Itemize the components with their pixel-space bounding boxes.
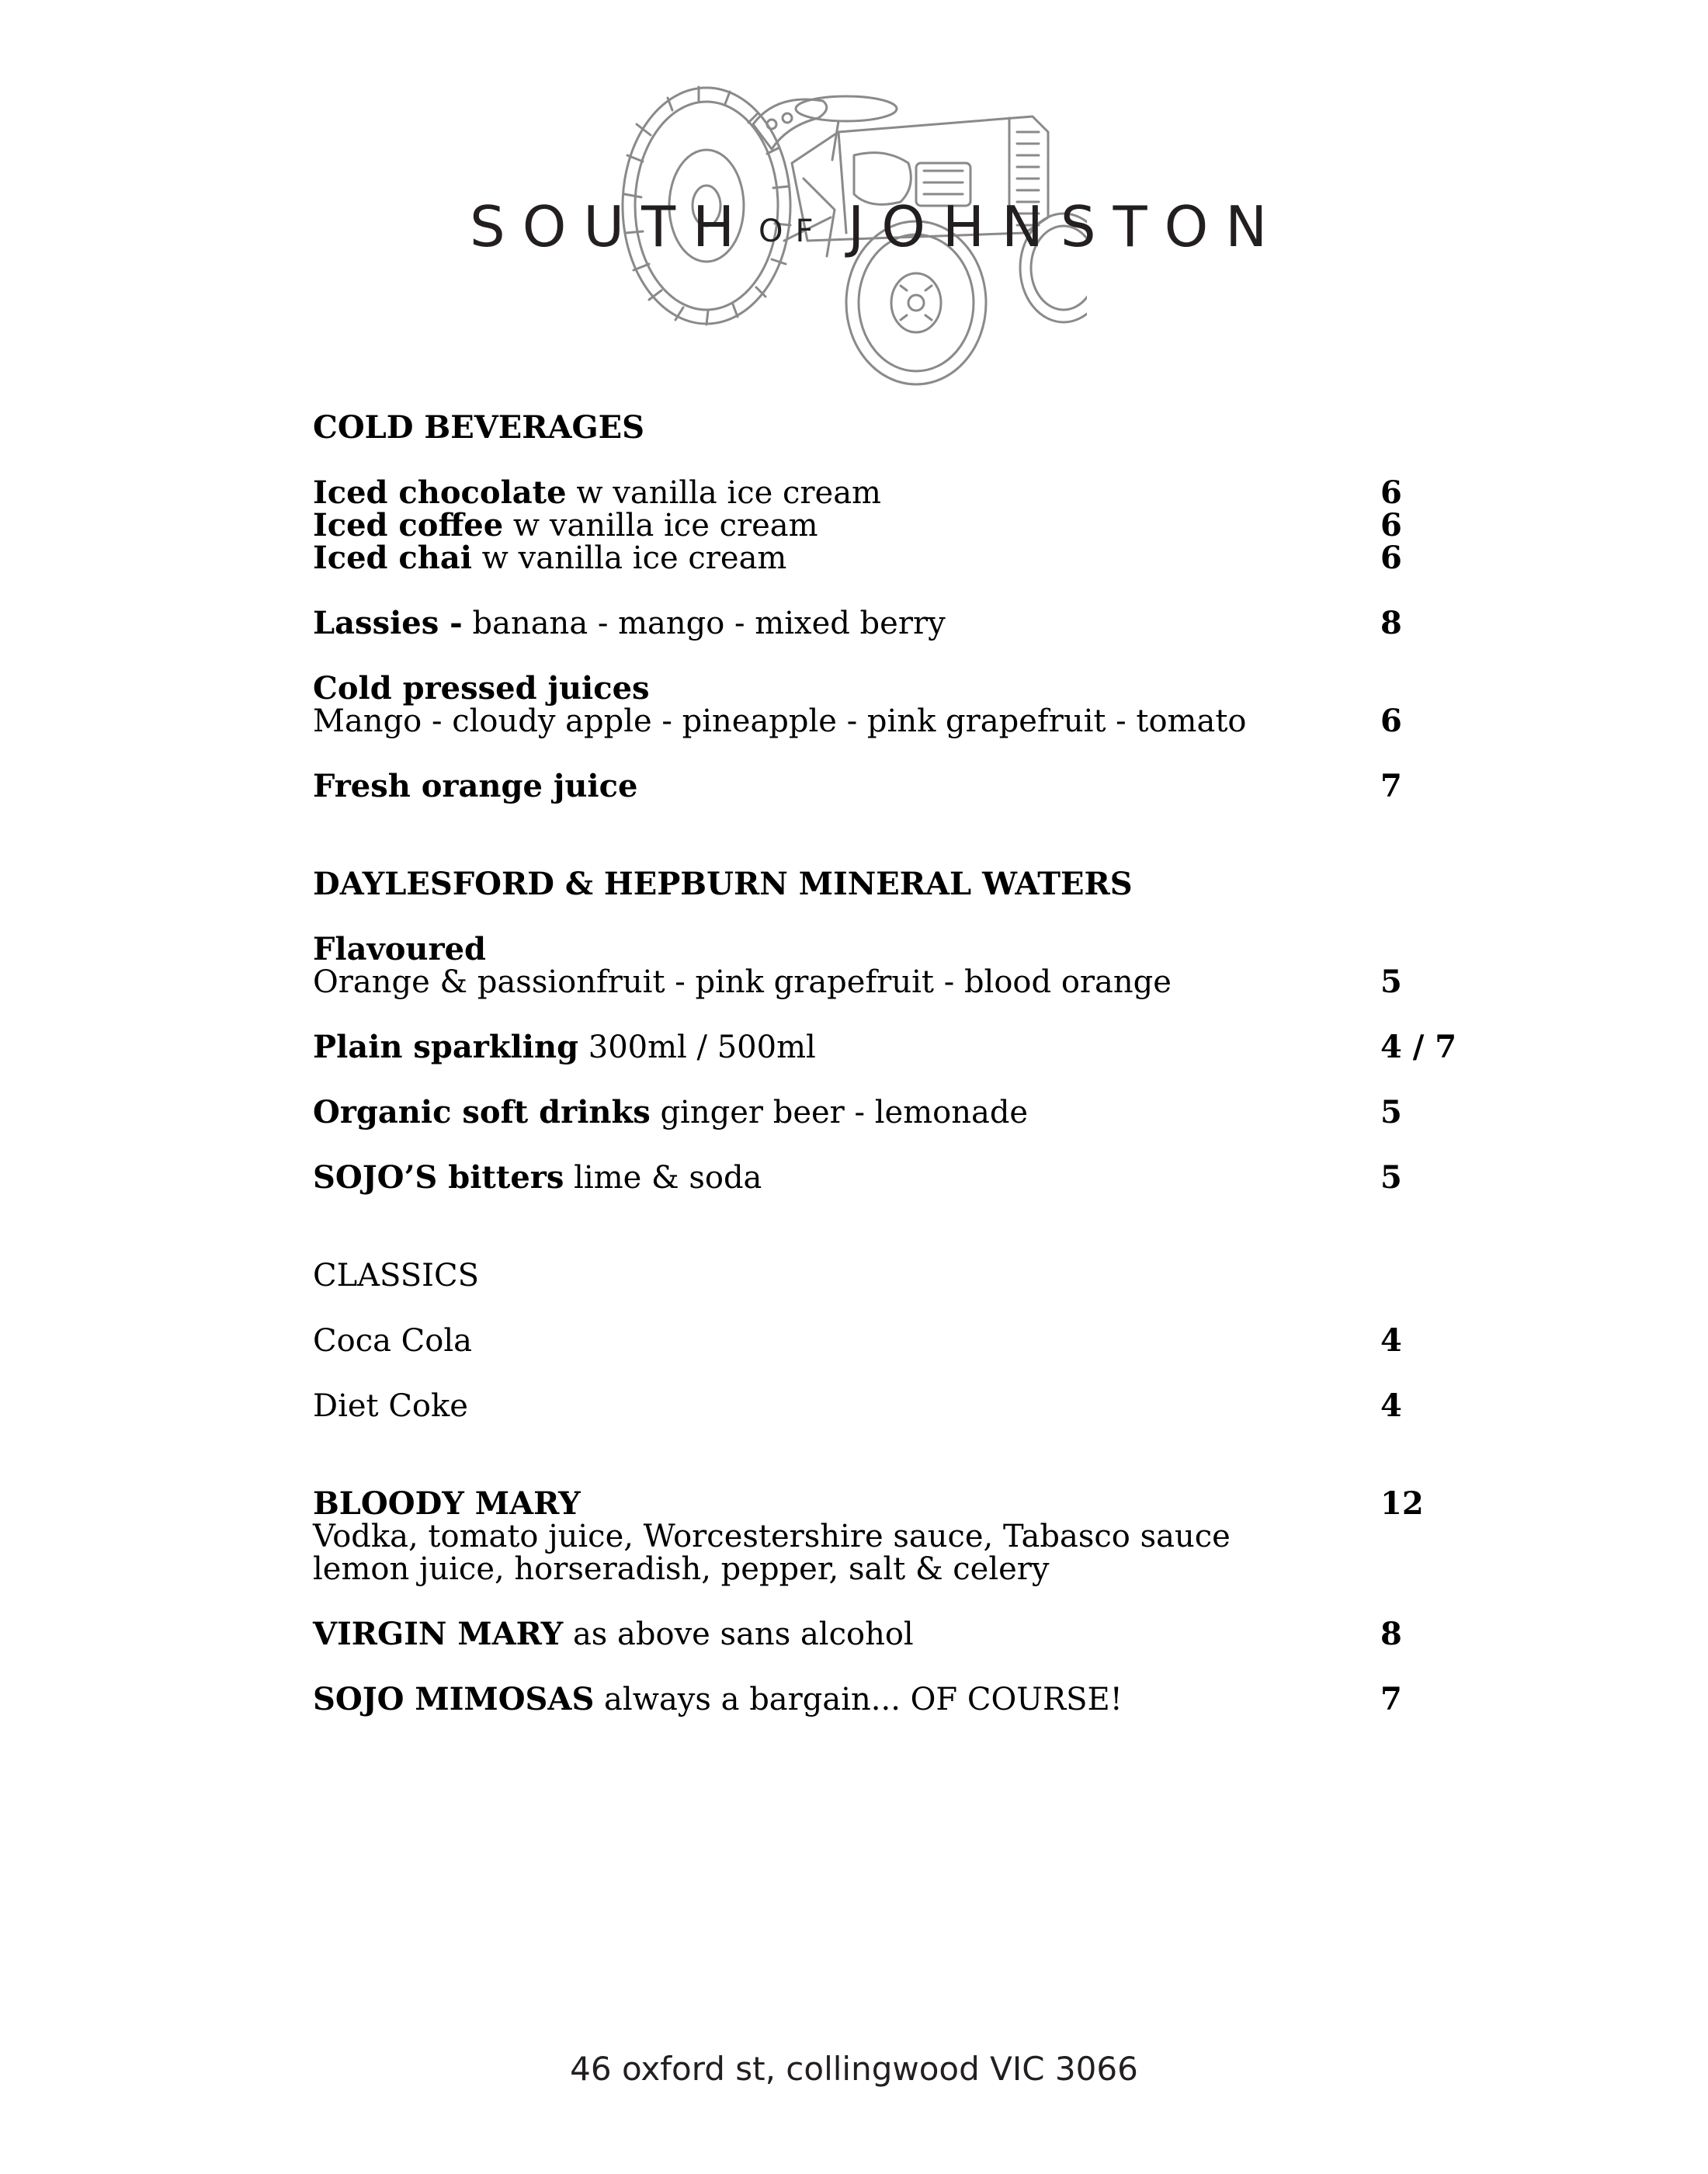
menu-item xyxy=(313,1322,1477,1359)
menu-item-detail xyxy=(313,966,1477,998)
menu-item xyxy=(313,474,1477,511)
section-heading-classics: CLASSICS xyxy=(313,1258,479,1294)
item-desc: Mango - cloudy apple - pineapple - pink grapefruit - tomato xyxy=(313,703,1247,739)
brand-word-south: SOUTH xyxy=(470,194,752,259)
item-price: 4 xyxy=(1380,1387,1402,1424)
item-desc: banana - mango - mixed berry xyxy=(462,606,946,641)
item-desc: w vanilla ice cream xyxy=(503,508,818,544)
item-name: Iced chocolate xyxy=(313,474,567,511)
item-name: Coca Cola xyxy=(313,1323,472,1359)
item-name: BLOODY MARY xyxy=(313,1485,581,1522)
brand-word-johnston: JOHNSTON xyxy=(848,194,1285,259)
brand-word-of: OF xyxy=(759,214,826,249)
item-desc: ginger beer - lemonade xyxy=(650,1095,1029,1130)
item-desc: lemon juice, horseradish, pepper, salt & celery xyxy=(313,1551,1050,1587)
item-name: Diet Coke xyxy=(313,1388,468,1424)
item-desc: as above sans alcohol xyxy=(563,1617,914,1652)
menu-item xyxy=(313,509,1477,542)
menu-item-detail xyxy=(313,1520,1477,1553)
menu-item xyxy=(313,1031,1477,1064)
menu-item xyxy=(313,1387,1477,1424)
item-price: 5 xyxy=(1380,1094,1402,1130)
item-desc: Orange & passionfruit - pink grapefruit - blood orange xyxy=(313,964,1172,1000)
brand-name xyxy=(435,186,1289,280)
item-price: 7 xyxy=(1380,1681,1402,1717)
item-name: Plain sparkling xyxy=(313,1029,579,1065)
footer-address: 46 oxford st, collingwood VIC 3066 xyxy=(570,2050,1138,2088)
item-name: Flavoured xyxy=(313,931,487,967)
item-price: 8 xyxy=(1380,1616,1402,1652)
item-price: 6 xyxy=(1380,703,1402,739)
menu-item-detail xyxy=(313,1553,1477,1585)
menu-item xyxy=(313,1096,1477,1129)
item-desc: w vanilla ice cream xyxy=(566,475,881,511)
item-name: VIRGIN MARY xyxy=(313,1616,564,1652)
item-price: 5 xyxy=(1380,1159,1402,1196)
item-price: 7 xyxy=(1380,768,1402,804)
section-heading-cold: COLD BEVERAGES xyxy=(313,409,645,446)
item-name: Iced chai xyxy=(313,540,472,576)
item-price: 4 xyxy=(1380,1322,1402,1359)
item-desc: w vanilla ice cream xyxy=(471,540,787,576)
menu-item xyxy=(313,1485,1477,1522)
item-name: Fresh orange juice xyxy=(313,768,638,804)
item-desc: 300ml / 500ml xyxy=(578,1030,816,1065)
item-price: 6 xyxy=(1380,474,1402,511)
menu-item xyxy=(313,1618,1477,1651)
item-name: Lassies - xyxy=(313,605,463,641)
item-price: 4 / 7 xyxy=(1380,1029,1457,1065)
section-heading-waters: DAYLESFORD & HEPBURN MINERAL WATERS xyxy=(313,866,1133,902)
menu-item xyxy=(313,1683,1477,1716)
item-name: Organic soft drinks xyxy=(313,1094,651,1130)
item-desc: Vodka, tomato juice, Worcestershire sauce, Tabasco sauce xyxy=(313,1519,1231,1554)
item-desc: always a bargain... OF COURSE! xyxy=(594,1682,1123,1717)
item-name: SOJO’S bitters xyxy=(313,1159,564,1196)
item-price: 5 xyxy=(1380,964,1402,1000)
menu-item xyxy=(313,770,1477,803)
item-name: Cold pressed juices xyxy=(313,670,650,707)
item-price: 8 xyxy=(1380,605,1402,641)
item-desc: lime & soda xyxy=(564,1160,762,1196)
menu-item xyxy=(313,672,1477,705)
item-price: 6 xyxy=(1380,507,1402,544)
menu-item xyxy=(313,1159,1477,1196)
item-price: 12 xyxy=(1380,1485,1424,1522)
menu-item xyxy=(313,933,1477,966)
menu-item xyxy=(313,542,1477,575)
item-price: 6 xyxy=(1380,540,1402,576)
drinks-menu xyxy=(313,409,1477,1717)
logo xyxy=(435,54,1289,380)
item-name: Iced coffee xyxy=(313,507,504,544)
menu-item xyxy=(313,607,1477,640)
menu-item-detail xyxy=(313,705,1477,738)
item-name: SOJO MIMOSAS xyxy=(313,1681,595,1717)
